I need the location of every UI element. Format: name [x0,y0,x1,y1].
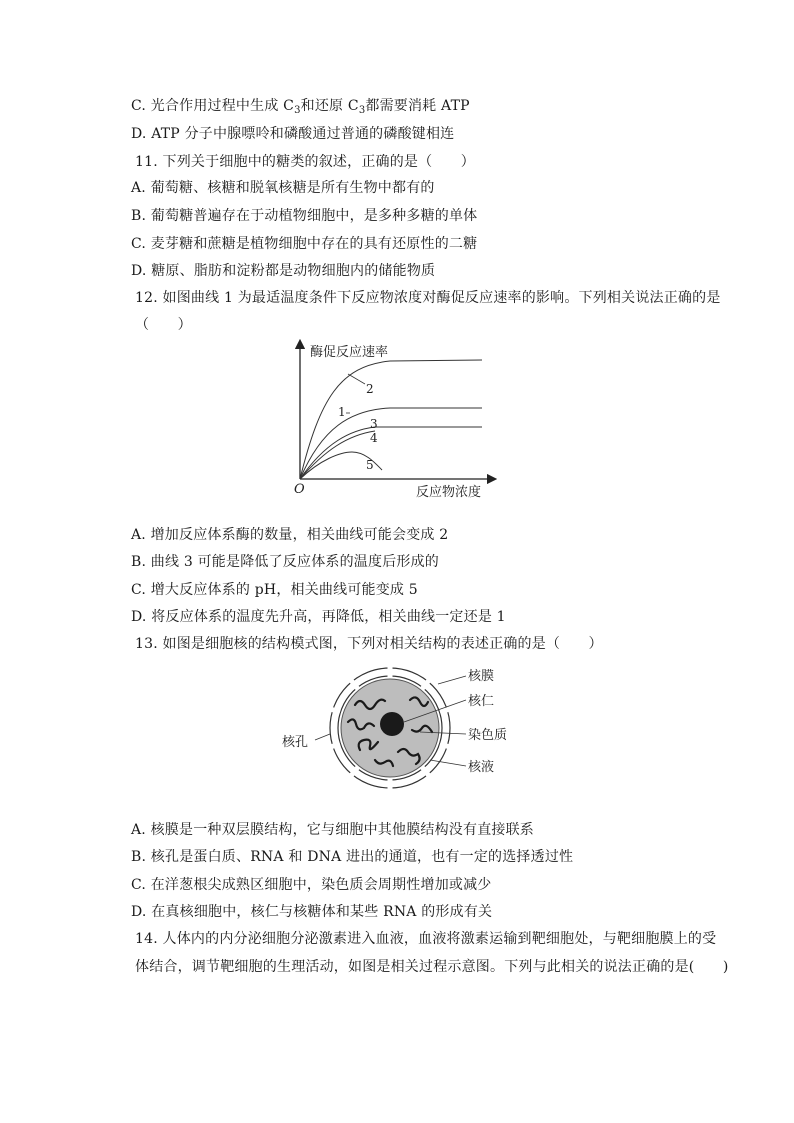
q13-option-d: D. 在真核细胞中，核仁与核糖体和某些 RNA 的形成有关 [131,904,493,920]
q11-option-c: C. 麦芽糖和蔗糖是植物细胞中存在的具有还原性的二糖 [131,236,478,252]
nucleus-diagram [270,660,550,800]
q14-stem-line2: 体结合，调节靶细胞的生理活动，如图是相关过程示意图。下列与此相关的说法正确的是( ) [135,959,729,975]
label-nuclear-pore: 核孔 [282,735,309,750]
q13-option-c: C. 在洋葱根尖成熟区细胞中，染色质会周期性增加或减少 [131,877,492,893]
q11-option-d: D. 糖原、脂肪和淀粉都是动物细胞内的储能物质 [131,263,436,279]
q12-stem-bracket: （ ） [135,317,192,333]
q14-stem-line1: 14. 人体内的内分泌细胞分泌激素进入血液，血液将激素运输到靶细胞处，与靶细胞膜上的受 [135,931,717,947]
curve-label-4: 4 [370,431,378,445]
q10-option-d: D. ATP 分子中腺嘌呤和磷酸通过普通的磷酸键相连 [131,126,455,142]
nucleolus [380,712,404,736]
label-chromatin: 染色质 [468,728,508,743]
label-nucleoplasm: 核液 [468,760,495,775]
curve-2 [300,360,482,479]
curve-label-2: 2 [366,382,374,396]
q12-stem: 12. 如图曲线 1 为最适温度条件下反应物浓度对酶促反应速率的影响。下列相关说法正确的是 [135,290,721,306]
q11-stem: 11. 下列关于细胞中的糖类的叙述，正确的是（ ） [135,154,475,170]
q12-option-b: B. 曲线 3 可能是降低了反应体系的温度后形成的 [131,554,439,570]
x-axis-label: 反应物浓度 [416,485,482,500]
q13-option-a: A. 核膜是一种双层膜结构，它与细胞中其他膜结构没有直接联系 [131,822,535,838]
q12-option-c: C. 增大反应体系的 pH，相关曲线可能变成 5 [131,582,418,598]
q13-option-b: B. 核孔是蛋白质、RNA 和 DNA 进出的通道，也有一定的选择透过性 [131,849,574,865]
label-nucleolus: 核仁 [468,694,495,709]
curve-label-1: 1 [338,405,346,419]
enzyme-rate-graph [280,338,505,503]
q13-stem: 13. 如图是细胞核的结构模式图，下列对相关结构的表述正确的是（ ） [135,636,603,652]
q12-option-a: A. 增加反应体系酶的数量，相关曲线可能会变成 2 [131,527,449,543]
curve-1 [300,408,482,479]
q11-option-a: A. 葡萄糖、核糖和脱氧核糖是所有生物中都有的 [131,180,435,196]
label-nuclear-envelope: 核膜 [468,669,495,684]
q11-option-b: B. 葡萄糖普遍存在于动植物细胞中，是多种多糖的单体 [131,208,478,224]
curve-label-5: 5 [366,458,374,472]
q12-option-d: D. 将反应体系的温度先升高，再降低，相关曲线一定还是 1 [131,609,506,625]
curve-label-3: 3 [370,417,378,431]
y-axis-label: 酶促反应速率 [310,345,389,360]
q10-option-c: C. 光合作用过程中生成 $C_3$和还原 $C_3$都需要消耗 ATP [131,98,470,116]
origin-label: O [294,482,305,497]
